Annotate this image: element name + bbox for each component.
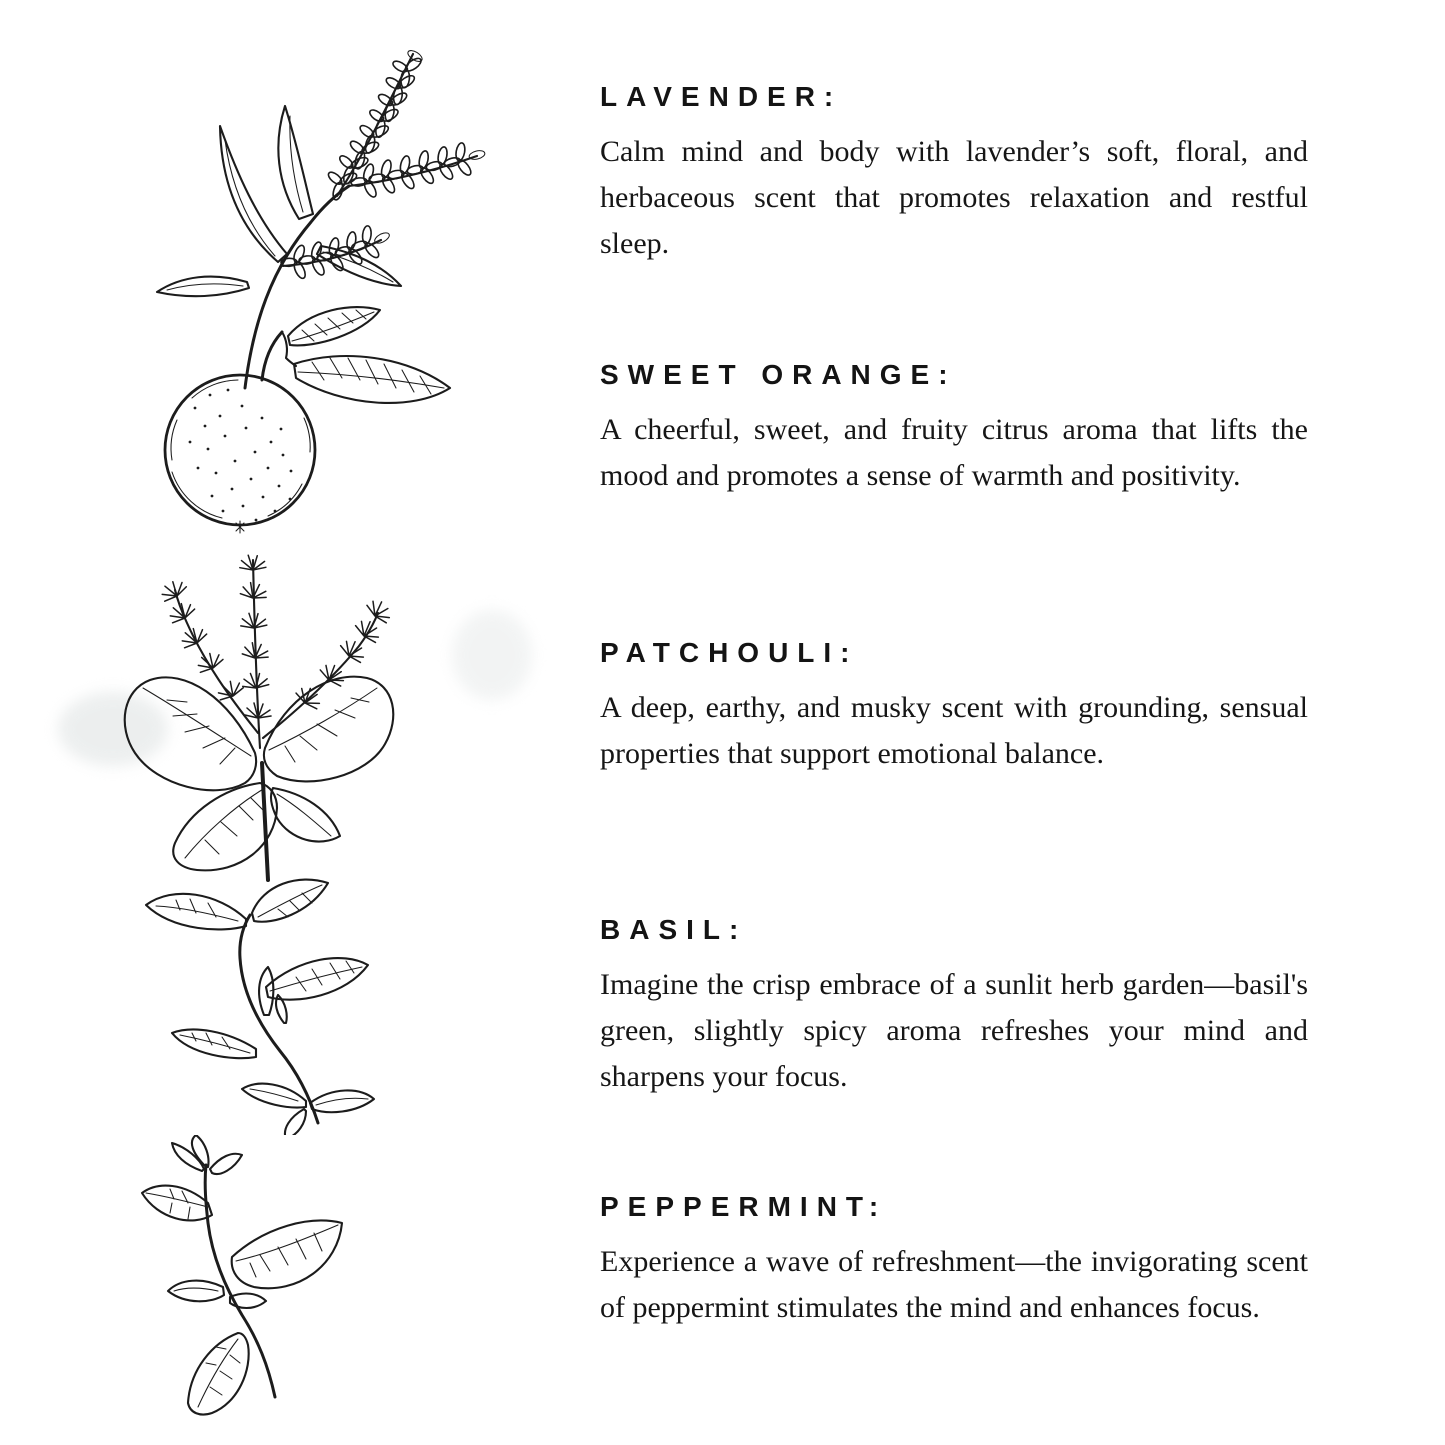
patchouli-heading: PATCHOULI: <box>600 637 859 668</box>
basil-description: Imagine the crisp embrace of a sunlit herb garden—basil's green, slightly spicy aroma refreshes your mind and sharpens your focus. <box>600 968 1308 1093</box>
section-basil <box>600 913 1308 1100</box>
peppermint-description: Experience a wave of refreshment—the invigorating scent of peppermint stimulates the mind and enhances focus. <box>600 1245 1308 1324</box>
lavender-description: Calm mind and body with lavender’s soft, floral, and herbaceous scent that promotes relaxation and restful sleep. <box>600 135 1308 260</box>
section-lavender <box>600 80 1308 267</box>
section-sweet-orange <box>600 358 1308 499</box>
basil-illustration <box>138 873 388 1135</box>
peppermint-heading: PEPPERMINT: <box>600 1191 888 1222</box>
sweet-orange-heading: SWEET ORANGE: <box>600 359 957 390</box>
section-peppermint <box>600 1190 1308 1331</box>
lavender-heading: LAVENDER: <box>600 81 843 112</box>
section-patchouli <box>600 636 1308 777</box>
patchouli-illustration <box>105 548 485 883</box>
peppermint-illustration <box>130 1135 370 1420</box>
orange-illustration <box>150 300 490 550</box>
sweet-orange-description: A cheerful, sweet, and fruity citrus aroma that lifts the mood and promotes a sense of warmth and positivity. <box>600 413 1308 492</box>
basil-heading: BASIL: <box>600 914 748 945</box>
patchouli-description: A deep, earthy, and musky scent with grounding, sensual properties that support emotional balance. <box>600 691 1308 770</box>
